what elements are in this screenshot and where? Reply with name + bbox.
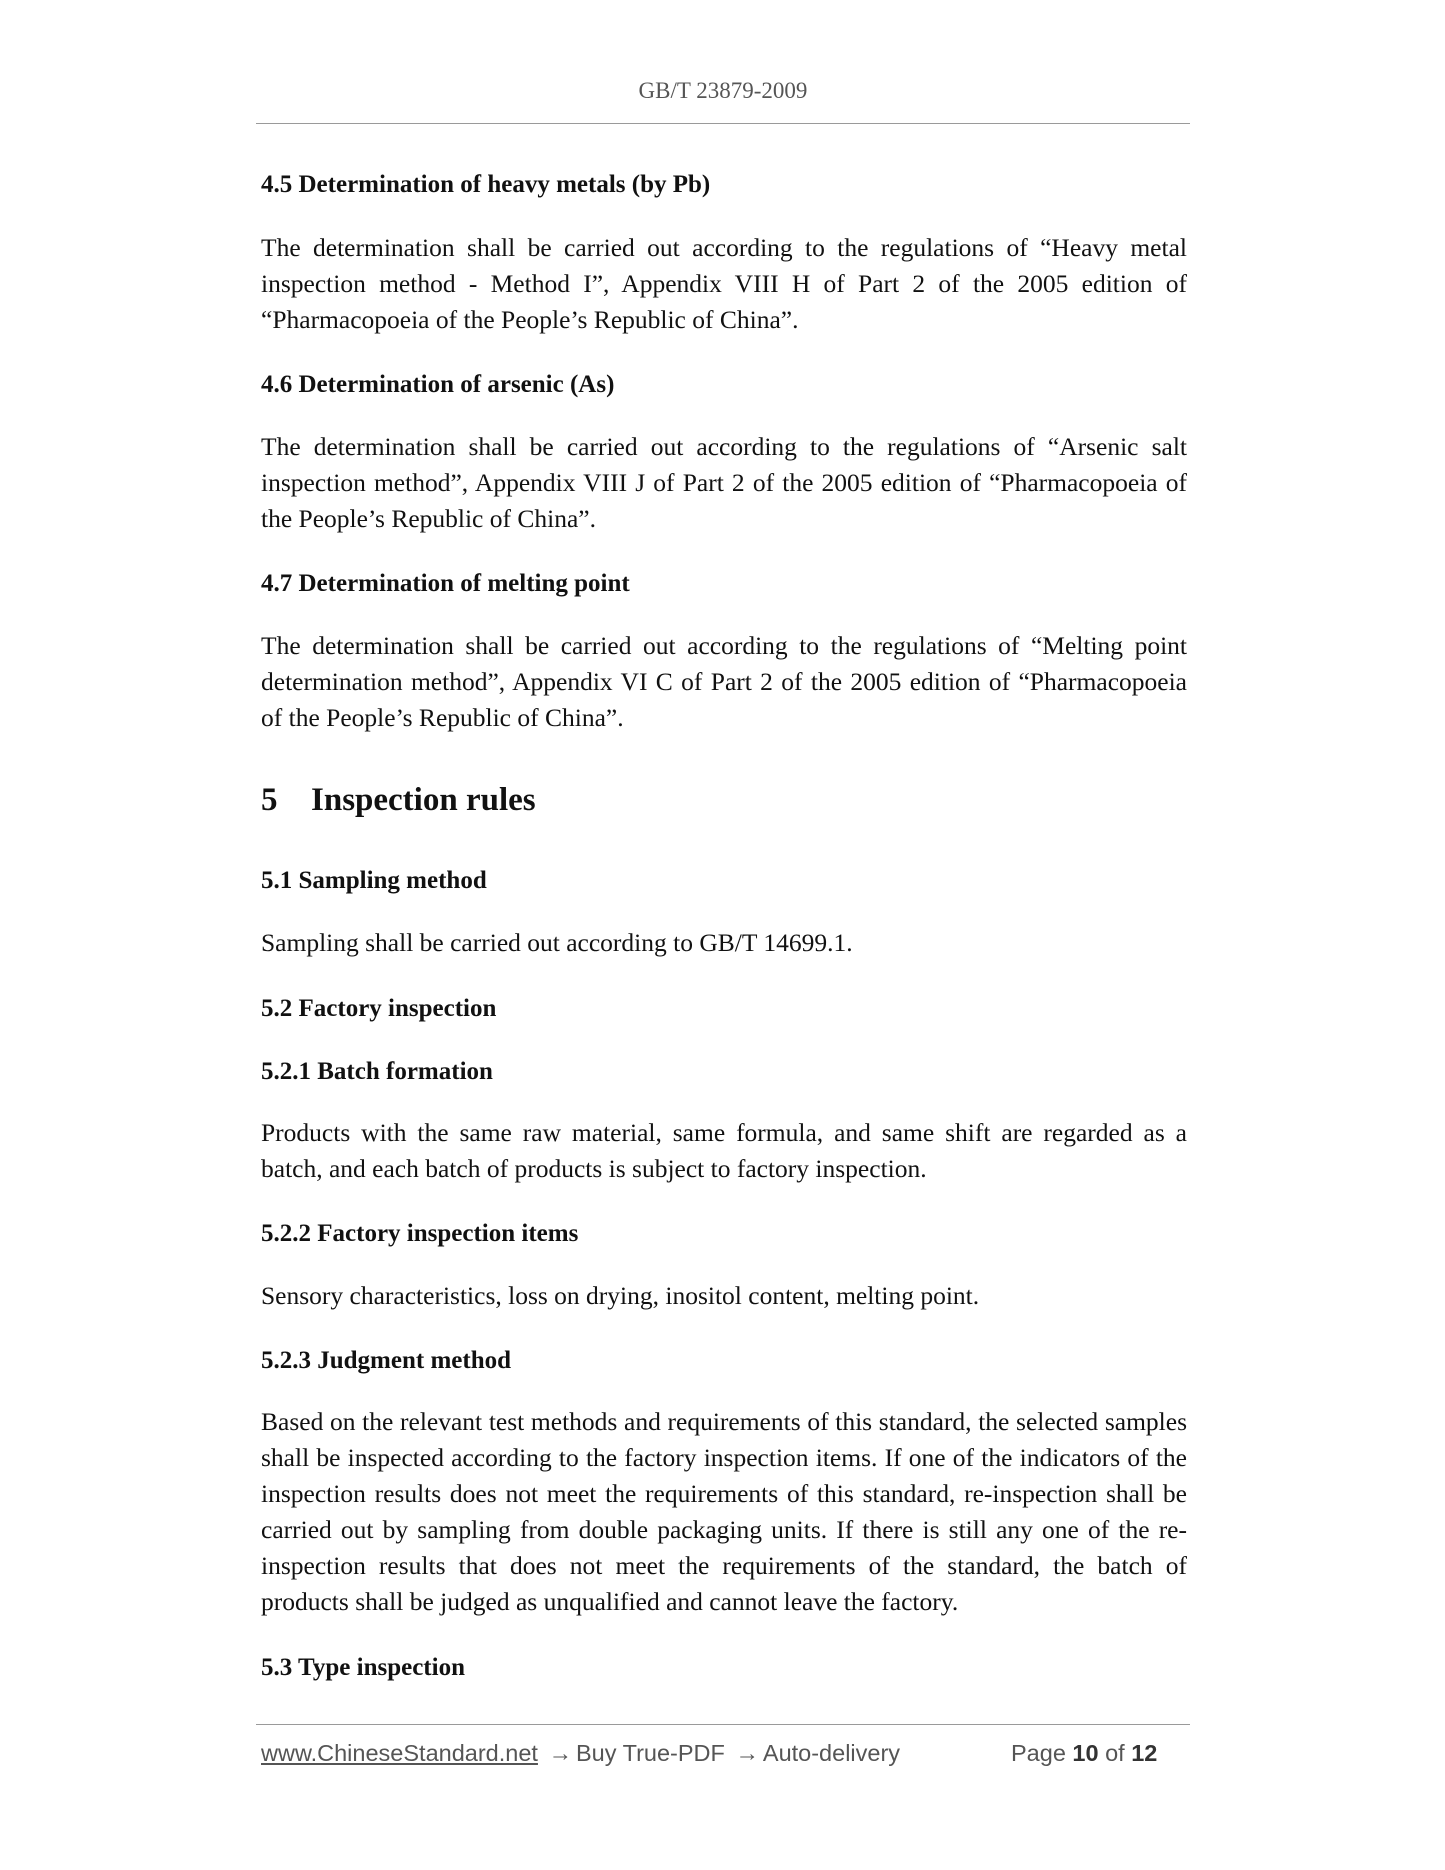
total-page-number: 12: [1131, 1740, 1158, 1766]
auto-delivery-text: Auto-delivery: [762, 1740, 901, 1766]
heading-5-2-3: 5.2.3 Judgment method: [261, 1347, 512, 1374]
footer-links: [261, 1740, 900, 1767]
header-divider: [256, 123, 1190, 124]
current-page-number: 10: [1072, 1740, 1099, 1766]
page-word: Page: [1011, 1740, 1066, 1766]
heading-5-2-2: 5.2.2 Factory inspection items: [261, 1220, 579, 1247]
website-link[interactable]: www.ChineseStandard.net: [261, 1740, 538, 1766]
arrow-right-icon: →: [735, 1740, 759, 1766]
paragraph-5-2-1: Products with the same raw material, same formula, and same shift are regarded as a batch, and each batch of products is subject to factory inspection.: [261, 1118, 1187, 1183]
chapter-number: 5: [261, 782, 278, 818]
paragraph-5-1: Sampling shall be carried out according to GB/T 14699.1.: [261, 928, 853, 957]
footer-divider: [256, 1724, 1190, 1725]
paragraph-4-7: The determination shall be carried out according to the regulations of “Melting point determination method”, Appendix VI C of Part 2 of the 2005 edition of “Pharmacopoeia of the People’s Republic of China”.: [261, 631, 1187, 732]
paragraph-5-2-2: Sensory characteristics, loss on drying, inositol content, melting point.: [261, 1281, 980, 1310]
of-word: of: [1105, 1740, 1125, 1766]
buy-pdf-text: Buy True-PDF: [575, 1740, 725, 1766]
arrow-right-icon: →: [548, 1740, 572, 1766]
paragraph-5-2-3: Based on the relevant test methods and requirements of this standard, the selected samples shall be inspected according to the factory inspection items. If one of the indicators of the inspection results does not meet the requirements of this standard, re-inspection shall be carried out by sampling from double packaging units. If there is still any one of the re-inspection results that does not meet the requirements of the standard, the batch of products shall be judged as unqualified and cannot leave the factory.: [261, 1407, 1187, 1616]
heading-5-2-1: 5.2.1 Batch formation: [261, 1058, 493, 1085]
heading-4-5: 4.5 Determination of heavy metals (by Pb): [261, 171, 711, 198]
chapter-title: Inspection rules: [311, 782, 536, 818]
heading-5-3: 5.3 Type inspection: [261, 1654, 465, 1681]
document-code-header: GB/T 23879-2009: [638, 78, 808, 103]
chapter-5-heading: [261, 780, 1187, 820]
page-indicator: [1011, 1740, 1157, 1767]
paragraph-4-6: The determination shall be carried out according to the regulations of “Arsenic salt inspection method”, Appendix VIII J of Part 2 of the 2005 edition of “Pharmacopoeia of the People’s Republic of China”.: [261, 432, 1187, 533]
heading-5-2: 5.2 Factory inspection: [261, 995, 497, 1022]
heading-5-1: 5.1 Sampling method: [261, 867, 487, 894]
paragraph-4-5: The determination shall be carried out according to the regulations of “Heavy metal inspection method - Method I”, Appendix VIII H of Part 2 of the 2005 edition of “Pharmacopoeia of the People’s Republic of China”.: [261, 233, 1187, 334]
heading-4-6: 4.6 Determination of arsenic (As): [261, 371, 615, 398]
heading-4-7: 4.7 Determination of melting point: [261, 570, 630, 597]
